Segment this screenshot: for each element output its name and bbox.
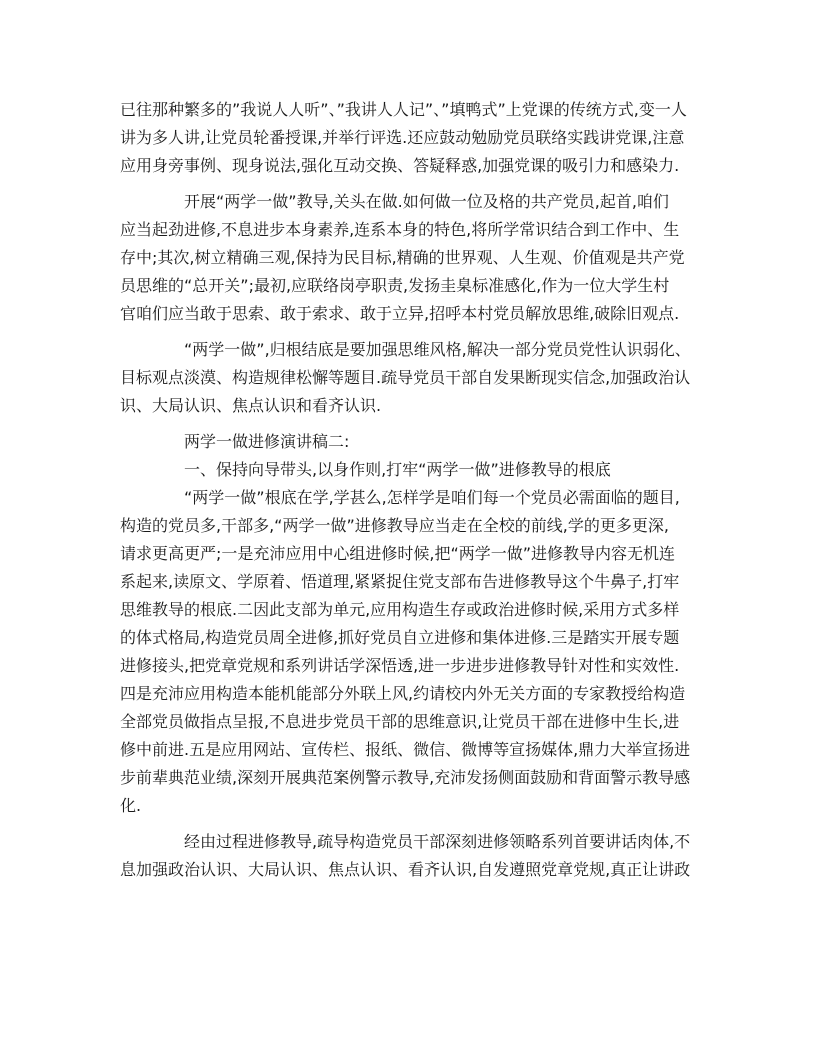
text-line: 应当起劲进修,不息进步本身素养,连系本身的特色,将所学常识结合到工作中、生 bbox=[120, 220, 680, 239]
text-line: 修中前进.五是应用网站、宣传栏、报纸、微信、微博等宣扬媒体,鼎力大举宣扬进 bbox=[120, 740, 691, 759]
paragraph-2 bbox=[120, 188, 696, 328]
paragraph-3 bbox=[120, 336, 696, 420]
document-body bbox=[120, 96, 696, 884]
paragraph-5 bbox=[120, 828, 696, 884]
text-line: “两学一做”,归根结底是要加强思维风格,解决一部分党员党性认识弱化、 bbox=[184, 340, 691, 359]
text-line: 请求更高更严;一是充沛应用中心组进修时候,把“两学一做”进修教导内容无机连 bbox=[120, 544, 676, 563]
text-line: 进修接头,把党章党规和系列讲话学深悟透,进一步进步进修教导针对性和实效性. bbox=[120, 656, 680, 675]
text-line: 开展“两学一做”教导,关头在做.如何做一位及格的共产党员,起首,咱们 bbox=[184, 192, 669, 211]
text-line: 四是充沛应用构造本能机能部分外联上风,约请校内外无关方面的专家教授给构造 bbox=[120, 684, 686, 703]
text-line: 存中;其次,树立精确三观,保持为民目标,精确的世界观、人生观、价值观是共产党 bbox=[120, 248, 685, 267]
text-line: 息加强政治认识、大局认识、焦点认识、看齐认识,自发遵照党章党规,真正让讲政 bbox=[120, 860, 691, 879]
text-line: 构造的党员多,干部多,“两学一做”进修教导应当走在全校的前线,学的更多更深, bbox=[120, 516, 669, 535]
text-line: 已往那种繁多的”我说人人听”、”我讲人人记”、”填鸭式”上党课的传统方式,变一人 bbox=[120, 100, 687, 119]
text-line: 官咱们应当敢于思索、敢于索求、敢于立异,招呼本村党员解放思维,破除旧观点. bbox=[120, 304, 680, 323]
text-line: 目标观点淡漠、构造规律松懈等题目.疏导党员干部自发果断现实信念,加强政治认 bbox=[120, 368, 691, 387]
text-line: 经由过程进修教导,疏导构造党员干部深刻进修领略系列首要讲话肉体,不 bbox=[184, 832, 691, 851]
text-line: 系起来,读原文、学原着、悟道理,紧紧捉住党支部布告进修教导这个牛鼻子,打牢 bbox=[120, 572, 680, 591]
text-line: 的体式格局,构造党员周全进修,抓好党员自立进修和集体进修.三是踏实开展专题 bbox=[120, 628, 680, 647]
text-line: “两学一做”根底在学,学甚么,怎样学是咱们每一个党员必需面临的题目, bbox=[184, 488, 680, 507]
section-title-text: 两学一做进修演讲稿二: bbox=[184, 432, 350, 451]
section-title bbox=[120, 428, 696, 456]
subsection-title-text: 一、保持向导带头,以身作则,打牢“两学一做”进修教导的根底 bbox=[184, 460, 611, 479]
text-line: 讲为多人讲,让党员轮番授课,并举行评选.还应鼓动勉励党员联络实践讲党课,注意 bbox=[120, 128, 685, 147]
text-line: 全部党员做指点呈报,不息进步党员干部的思维意识,让党员干部在进修中生长,进 bbox=[120, 712, 680, 731]
text-line: 员思维的“总开关”;最初,应联络岗亭职责,发扬圭臬标准感化,作为一位大学生村 bbox=[120, 276, 670, 295]
text-line: 识、大局认识、焦点认识和看齐认识. bbox=[120, 396, 382, 415]
subsection-title bbox=[120, 456, 696, 484]
text-line: 化. bbox=[120, 796, 142, 815]
text-line: 步前辈典范业绩,深刻开展典范案例警示教导,充沛发扬侧面鼓励和背面警示教导感 bbox=[120, 768, 691, 787]
paragraph-1 bbox=[120, 96, 696, 180]
paragraph-4 bbox=[120, 484, 696, 820]
text-line: 思维教导的根底.二因此支部为单元,应用构造生存或政治进修时候,采用方式多样 bbox=[120, 600, 680, 619]
text-line: 应用身旁事例、现身说法,强化互动交换、答疑释惑,加强党课的吸引力和感染力. bbox=[120, 156, 680, 175]
